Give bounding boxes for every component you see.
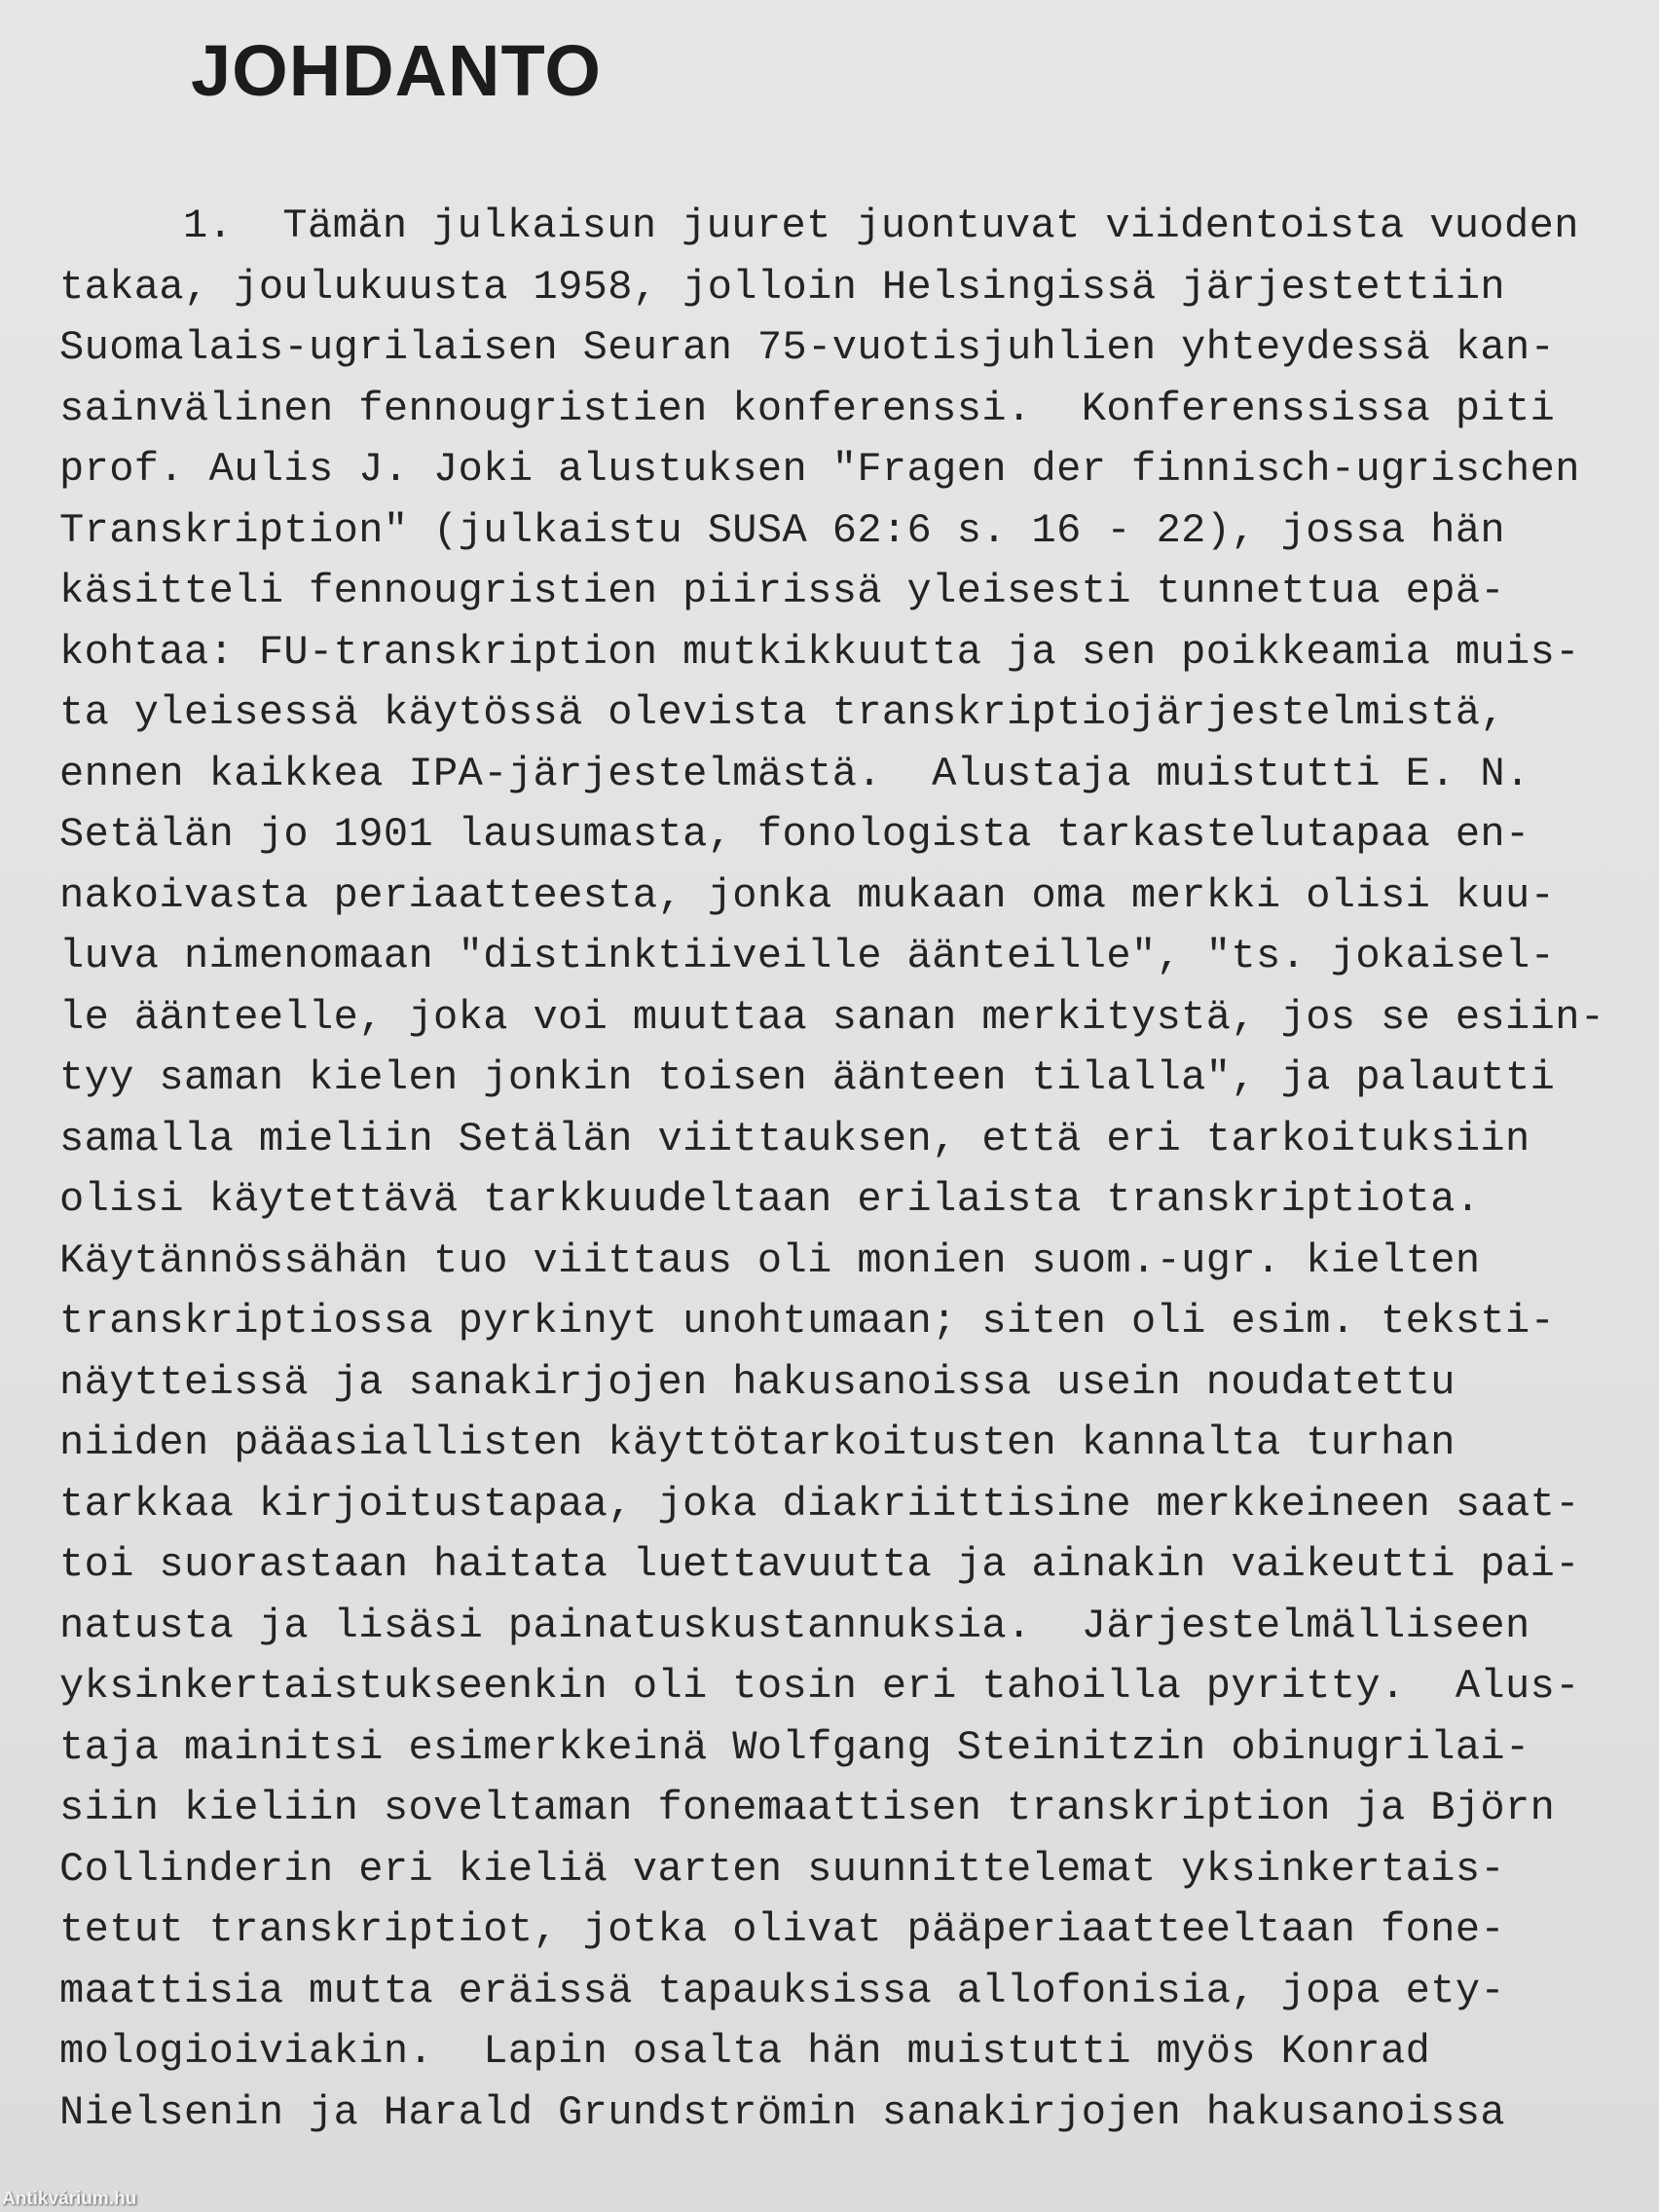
text-line: näytteissä ja sanakirjojen hakusanoissa usein noudatettu [59,1358,1456,1406]
text-line: taja mainitsi esimerkkeinä Wolfgang Steinitzin obinugrilai- [59,1723,1530,1771]
text-line: tyy saman kielen jonkin toisen äänteen tilalla", ja palautti [59,1054,1556,1101]
text-line: mologioiviakin. Lapin osalta hän muistutti myös Konrad [59,2028,1431,2075]
text-line: tarkkaa kirjoitustapaa, joka diakriittisine merkkeineen saat- [59,1480,1580,1528]
text-line: samalla mieliin Setälän viittauksen, että eri tarkoituksiin [59,1115,1530,1162]
text-line: maattisia mutta eräissä tapauksissa allofonisia, jopa ety- [59,1967,1506,2014]
text-line: toi suorastaan haitata luettavuutta ja ainakin vaikeutti pai- [59,1541,1580,1588]
text-line: Nielsenin ja Harald Grundströmin sanakirjojen hakusanoissa [59,2088,1506,2136]
text-line: yksinkertaistukseenkin oli tosin eri tahoilla pyritty. Alus- [59,1663,1580,1710]
text-line: Collinderin eri kieliä varten suunnittelemat yksinkertais- [59,1845,1506,1893]
text-line: tetut transkriptiot, jotka olivat pääperiaatteeltaan fone- [59,1906,1506,1953]
text-line: natusta ja lisäsi painatuskustannuksia. Järjestelmälliseen [59,1602,1530,1649]
text-line: ta yleisessä käytössä olevista transkriptiojärjestelmistä, [59,689,1506,736]
text-line: prof. Aulis J. Joki alustuksen "Fragen der finnisch-ugrischen [59,446,1580,493]
watermark-logo: Antikvárium.hu [2,2189,137,2209]
text-line: sainvälinen fennougristien konferenssi. Konferenssissa piti [59,385,1556,432]
text-line: 1. Tämän julkaisun juuret juontuvat viidentoista vuoden [183,203,1579,249]
text-line: Transkription" (julkaistu SUSA 62:6 s. 16 - 22), jossa hän [59,506,1506,554]
text-line: Suomalais-ugrilaisen Seuran 75-vuotisjuhlien yhteydessä kan- [59,324,1556,371]
text-line: Käytännössähän tuo viittaus oli monien suom.-ugr. kielten [59,1236,1481,1284]
text-line: ennen kaikkea IPA-järjestelmästä. Alustaja muistutti E. N. [59,750,1530,797]
text-line: kohtaa: FU-transkription mutkikkuutta ja sen poikkeamia muis- [59,628,1580,676]
text-line: luva nimenomaan "distinktiiveille äänteille", "ts. jokaisel- [59,933,1556,979]
text-line: takaa, joulukuusta 1958, jolloin Helsingissä järjestettiin [59,263,1506,311]
text-line: le äänteelle, joka voi muuttaa sanan merkitystä, jos se esiin- [59,993,1605,1041]
text-line: siin kieliin soveltaman fonemaattisen transkription ja Björn [59,1785,1556,1831]
text-line: Setälän jo 1901 lausumasta, fonologista tarkastelutapaa en- [59,811,1530,858]
page-title: JOHDANTO [191,30,602,111]
text-line: niiden pääasiallisten käyttötarkoitusten kannalta turhan [59,1419,1456,1466]
text-line: transkriptiossa pyrkinyt unohtumaan; siten oli esim. teksti- [59,1298,1556,1345]
text-line: olisi käytettävä tarkkuudeltaan erilaista transkriptiota. [59,1176,1481,1223]
text-line: nakoivasta periaatteesta, jonka mukaan oma merkki olisi kuu- [59,871,1556,919]
text-line: käsitteli fennougristien piirissä yleisesti tunnettua epä- [59,568,1506,614]
